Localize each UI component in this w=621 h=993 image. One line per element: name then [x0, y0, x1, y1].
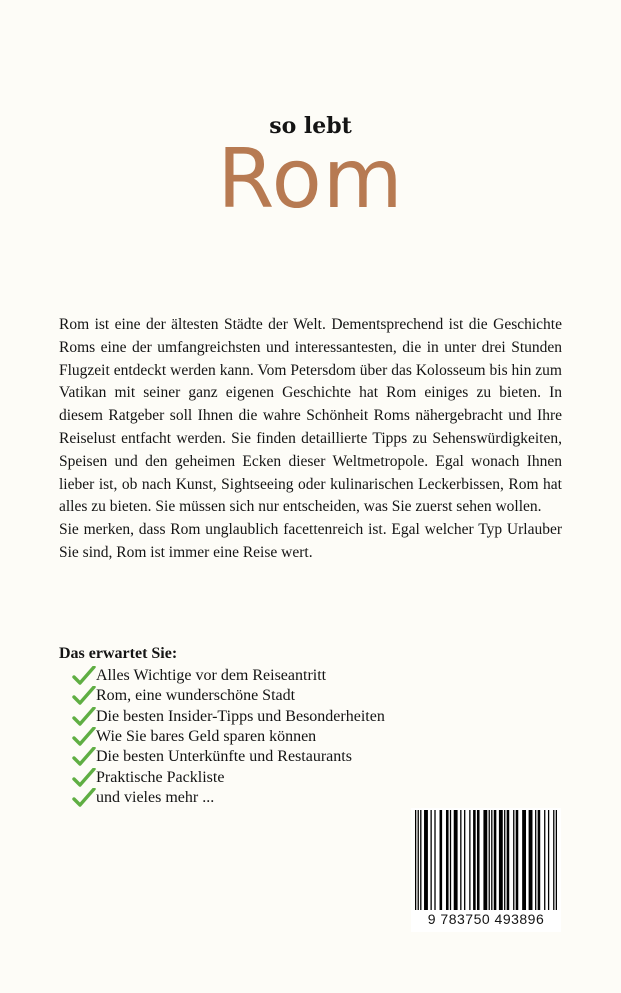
barcode-bar — [450, 810, 451, 910]
barcode-bar — [516, 810, 519, 910]
barcode-bar — [504, 810, 505, 910]
barcode-bar — [473, 810, 476, 910]
barcode-bar — [430, 810, 431, 910]
checkmark-icon — [72, 747, 96, 767]
feature-item — [72, 707, 385, 727]
barcode-bar — [464, 810, 465, 910]
barcode-bar — [529, 810, 533, 910]
feature-item — [72, 788, 385, 808]
feature-item — [72, 767, 385, 787]
barcode-bar — [522, 810, 526, 910]
barcode-bar — [415, 810, 416, 910]
barcode-bar — [483, 810, 487, 910]
description-paragraph-2: Sie merken, dass Rom unglaublich facettenreich ist. Egal welcher Typ Urlauber Sie sind, Rom ist immer eine Reise wert. — [59, 521, 562, 561]
barcode-bar — [491, 810, 492, 910]
feature-item — [72, 747, 385, 767]
barcode-bar — [418, 810, 419, 910]
barcode-bar — [553, 810, 554, 910]
checkmark-icon — [72, 727, 96, 747]
feature-item — [72, 666, 385, 686]
feature-item — [72, 727, 385, 747]
cover-subtitle: so lebt — [269, 113, 352, 139]
checkmark-icon — [72, 686, 96, 706]
barcode-bar — [544, 810, 545, 910]
barcode-bar — [460, 810, 461, 910]
description-text — [59, 314, 562, 565]
barcode-bar — [469, 810, 470, 910]
barcode-bar — [538, 810, 541, 910]
feature-item-label: Praktische Packliste — [96, 768, 225, 786]
barcode-bar — [548, 810, 549, 910]
checkmark-icon — [72, 666, 96, 686]
feature-item — [72, 686, 385, 706]
description-paragraph-1: Rom ist eine der ältesten Städte der Welt. Dementsprechend ist die Geschichte Roms eine der umfangreichsten und interessantesten, die in unter drei Stunden Flugzeit entdeckt werden kann. Vom Petersdom über das Kolosseum bis hin zum Vatikan mit seiner ganz eigenen Geschichte hat Rom einiges zu bieten. In diesem Ratgeber soll Ihnen die wahre Schönheit Roms nähergebracht und Ihre Reiselust entfacht werden. Sie finden detaillierte Tipps zu Sehenswürdigkeiten, Speisen und den geheimen Ecken dieser Weltmetropole. Egal wonach Ihnen lieber ist, ob nach Kunst, Sightseeing oder kulinarischen Leckerbissen, Rom hat alles zu bieten. Sie müssen sich nur entscheiden, was Sie zuerst sehen wollen. — [59, 316, 562, 516]
feature-item-label: Rom, eine wunderschöne Stadt — [96, 687, 296, 705]
feature-item-label: Alles Wichtige vor dem Reiseantritt — [96, 667, 327, 685]
barcode-bar — [454, 810, 458, 910]
barcode-bar — [535, 810, 536, 910]
barcode-bar — [499, 810, 503, 910]
isbn-number: 9 783750 493896 — [427, 911, 545, 927]
feature-item-label: und vieles mehr ... — [96, 788, 215, 806]
checkmark-icon — [72, 768, 96, 788]
checkmark-icon — [72, 707, 96, 727]
cover-title: Rom — [217, 132, 404, 227]
barcode-bar — [434, 810, 435, 910]
feature-item-label: Wie Sie bares Geld sparen können — [96, 728, 317, 746]
feature-item-label: Die besten Unterkünfte und Restaurants — [96, 748, 352, 766]
barcode-bar — [446, 810, 449, 910]
barcode-bars — [415, 810, 557, 910]
feature-item-label: Die besten Insider-Tipps und Besonderheiten — [96, 707, 385, 725]
barcode-bar — [424, 810, 428, 910]
barcode-bar — [440, 810, 443, 910]
barcode-bar — [494, 810, 497, 910]
barcode — [411, 808, 561, 932]
barcode-bar — [507, 810, 510, 910]
barcode-bar — [420, 810, 421, 910]
barcode-bar — [477, 810, 480, 910]
features-list — [72, 666, 385, 808]
barcode-bar — [513, 810, 514, 910]
barcode-bar — [489, 810, 490, 910]
barcode-bar — [556, 810, 557, 910]
features-heading: Das erwartet Sie: — [59, 645, 178, 662]
checkmark-icon — [72, 788, 96, 808]
